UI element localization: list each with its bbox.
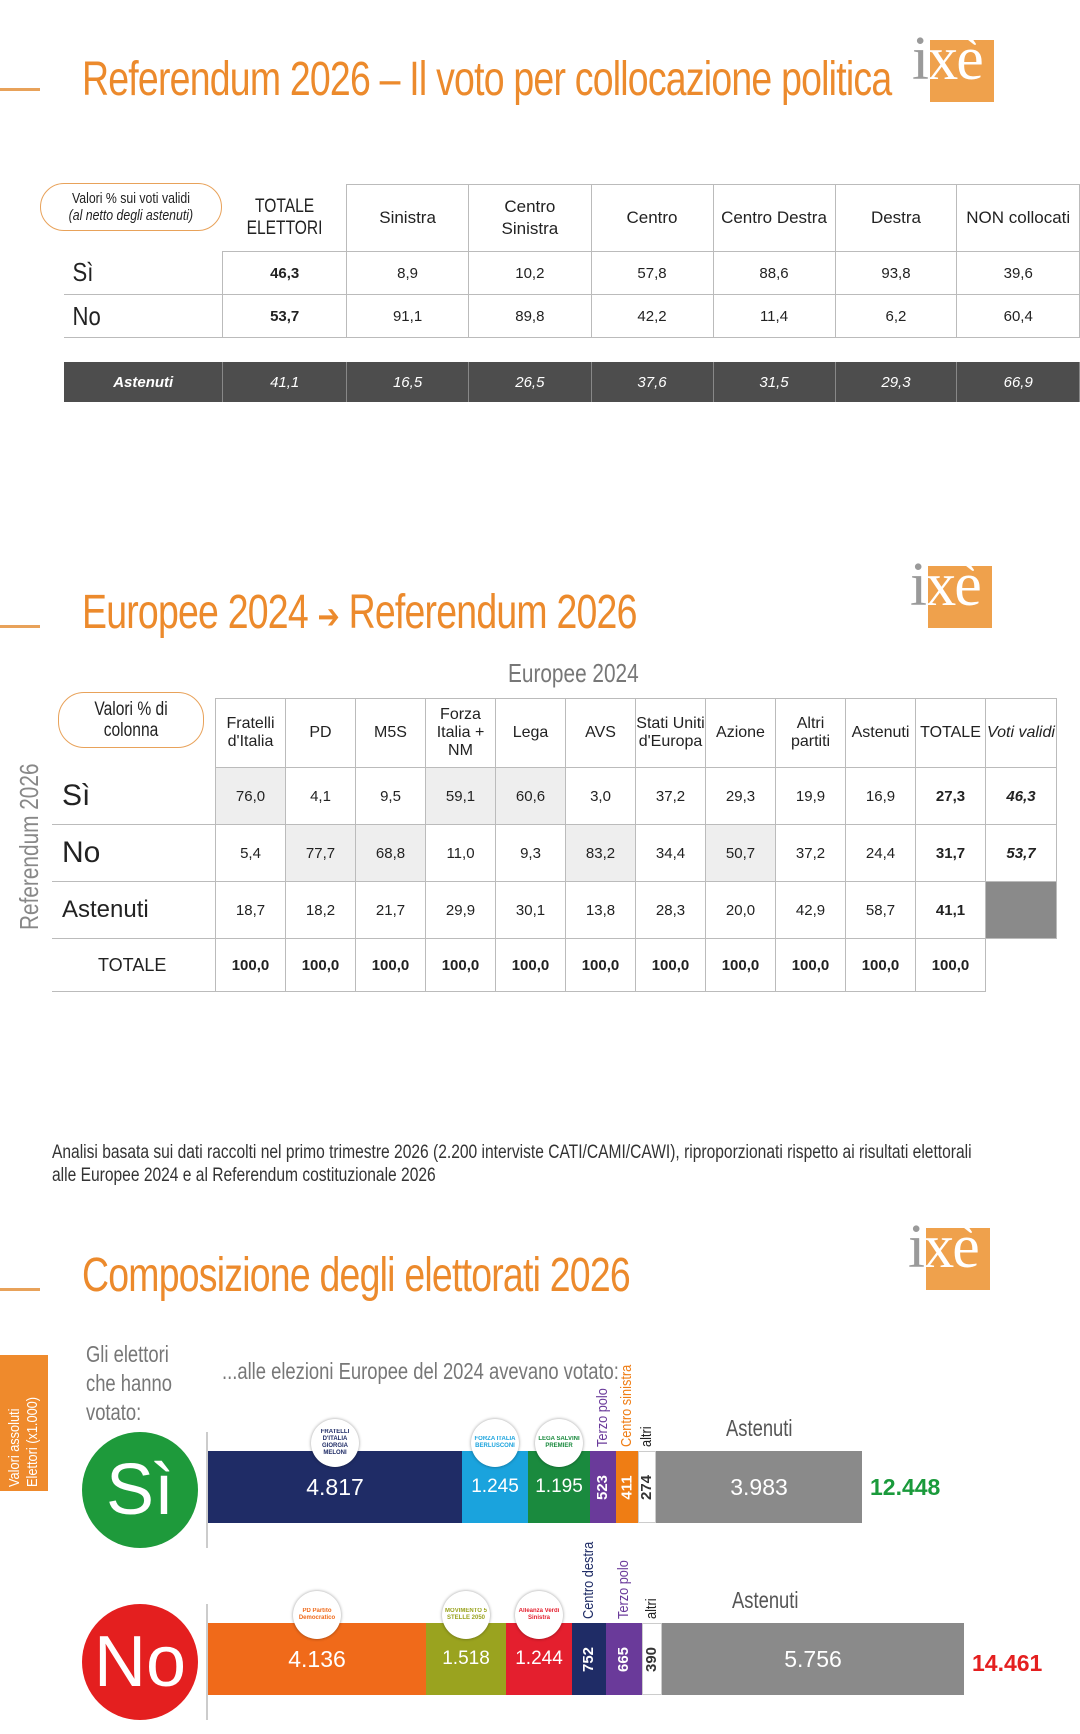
table-cell: 100,0 [356, 939, 426, 992]
segment-value: 411 [618, 1474, 636, 1500]
table-cell: 27,3 [916, 768, 986, 825]
ixe-logo: ixè [912, 34, 994, 102]
segment-value: 3.983 [730, 1473, 788, 1500]
col-header: PD [286, 699, 356, 768]
si-circle: Sì [82, 1432, 198, 1548]
table-cell: 28,3 [636, 882, 706, 939]
table-cell: 57,8 [591, 252, 713, 295]
col-header: Centro Destra [713, 185, 835, 252]
segment-value: 523 [594, 1474, 612, 1500]
arrow-icon: ➔ [317, 598, 339, 636]
voters-header: Gli elettori che hanno votato: [86, 1341, 172, 1425]
segment-label-astenuti: Astenuti [726, 1415, 793, 1441]
table-cell: 16,9 [846, 768, 916, 825]
segment-value: 665 [615, 1646, 633, 1672]
table-cell: 41,1 [916, 882, 986, 939]
col-header: Forza Italia + NM [426, 699, 496, 768]
table-cell: 46,3 [223, 252, 347, 295]
table-cell: 9,5 [356, 768, 426, 825]
table-cell: 46,3 [986, 768, 1057, 825]
table-cell: 59,1 [426, 768, 496, 825]
row-label: Astenuti [64, 362, 223, 402]
table-row [64, 295, 1080, 338]
table-cell: 21,7 [356, 882, 426, 939]
col-header: Altri partiti [776, 699, 846, 768]
col-header: M5S [356, 699, 426, 768]
table-cell [986, 939, 1057, 992]
table-cell: 9,3 [496, 825, 566, 882]
col-header: Fratelli d'Italia [216, 699, 286, 768]
table-cell: 5,4 [216, 825, 286, 882]
no-segment-centro-destra [572, 1623, 606, 1695]
table-cell: 18,2 [286, 882, 356, 939]
table-cell: 50,7 [706, 825, 776, 882]
party-logo-icon [535, 1419, 583, 1467]
table-cell: 53,7 [223, 295, 347, 338]
no-segment-altri [642, 1623, 662, 1695]
no-total: 14.461 [972, 1650, 1043, 1676]
table-cell: 89,8 [469, 295, 591, 338]
segment-value: 1.245 [471, 1476, 519, 1497]
table-cell: 37,2 [776, 825, 846, 882]
table-cell: 37,2 [636, 768, 706, 825]
segment-value: 390 [643, 1646, 661, 1672]
table-cell: 13,8 [566, 882, 636, 939]
si-segment-altri [638, 1451, 656, 1523]
col-header: Destra [835, 185, 957, 252]
party-logo-icon [311, 1419, 359, 1467]
ixe-logo: ixè [908, 1222, 990, 1290]
table-cell: 6,2 [835, 295, 957, 338]
table-cell: 26,5 [469, 362, 591, 402]
row-label: Sì [64, 252, 199, 295]
methodology-note-1: Analisi basata sui dati raccolti nel primo trimestre 2026 (2.200 interviste CATI/CAMI/CAWI), riproporzionati rispetto ai risultati elettorali [52, 1142, 972, 1163]
party-logo-icon [442, 1591, 490, 1639]
table-row [52, 882, 1057, 939]
col-header: NON collocati [957, 185, 1080, 252]
referendum-table [64, 184, 1080, 402]
table-cell: 10,2 [469, 252, 591, 295]
segment-value: 4.817 [306, 1473, 364, 1500]
row-label: Astenuti [52, 882, 216, 939]
table-cell [986, 882, 1057, 939]
accent-line [0, 88, 40, 91]
table-cell: 100,0 [426, 939, 496, 992]
segment-value: 5.756 [784, 1645, 842, 1672]
table-cell: 42,2 [591, 295, 713, 338]
table-cell: 18,7 [216, 882, 286, 939]
table-cell: 20,0 [706, 882, 776, 939]
segment-label: Centro destra [580, 1541, 597, 1619]
side-label-referendum: Referendum 2026 [14, 763, 44, 930]
table-cell: 42,9 [776, 882, 846, 939]
ixe-logo: ixè [910, 560, 992, 628]
row-label: No [64, 295, 199, 338]
table-row [64, 252, 1080, 295]
europee-referendum-table [52, 698, 1057, 992]
col-header: TOTALE ELETTORI [246, 195, 323, 239]
table-cell: 31,7 [916, 825, 986, 882]
table-row [52, 768, 1057, 825]
logo-text: Alleanza Verdi Sinistra [518, 1608, 560, 1621]
si-total: 12.448 [870, 1474, 941, 1500]
table-cell: 29,3 [835, 362, 957, 402]
side-tab-label-1: Valori assoluti [6, 1408, 23, 1487]
segment-value: 1.244 [515, 1648, 563, 1669]
table-cell: 3,0 [566, 768, 636, 825]
party-logo-icon [515, 1591, 563, 1639]
segment-label-astenuti: Astenuti [732, 1587, 799, 1613]
si-segment-terzo-polo [590, 1451, 616, 1523]
logo-text: FRATELLI D'ITALIA GIORGIA MELONI [320, 1429, 350, 1456]
table-cell: 83,2 [566, 825, 636, 882]
table-cell: 100,0 [776, 939, 846, 992]
table-cell: 4,1 [286, 768, 356, 825]
table-cell: 66,9 [957, 362, 1080, 402]
col-header: Centro [591, 185, 713, 252]
table-cell: 100,0 [566, 939, 636, 992]
col-header: Sinistra [346, 185, 468, 252]
table-cell: 100,0 [916, 939, 986, 992]
section2-title [82, 585, 637, 640]
segment-label: Terzo polo [615, 1560, 632, 1619]
section1-title: Referendum 2026 – Il voto per collocazione politica [82, 53, 892, 106]
table-cell: 77,7 [286, 825, 356, 882]
segment-value: 4.136 [288, 1645, 346, 1672]
table-cell: 88,6 [713, 252, 835, 295]
table-row [52, 939, 1057, 992]
segment-label: Centro sinistra [618, 1364, 635, 1447]
table-cell: 8,9 [346, 252, 468, 295]
astenuti-row [64, 362, 1080, 402]
segment-value: 752 [580, 1646, 598, 1672]
table-cell: 60,6 [496, 768, 566, 825]
table-cell: 60,4 [957, 295, 1080, 338]
table-cell: 34,4 [636, 825, 706, 882]
segment-value: 1.195 [535, 1476, 583, 1497]
table-cell: 68,8 [356, 825, 426, 882]
table-cell: 29,3 [706, 768, 776, 825]
no-segment-terzo-polo [606, 1623, 642, 1695]
table-cell: 11,0 [426, 825, 496, 882]
pill-text: Valori % di colonna [94, 699, 168, 741]
si-segment-centro-sinistra [616, 1451, 638, 1523]
pill-line2: (al netto degli astenuti) [68, 207, 194, 224]
table-cell: 19,9 [776, 768, 846, 825]
group-label: Europee 2024 [508, 658, 639, 688]
segment-value: 274 [638, 1474, 656, 1500]
section3-title: Composizione degli elettorati 2026 [82, 1249, 630, 1302]
si-segment-astenuti [656, 1451, 862, 1523]
segment-label: altri [638, 1426, 655, 1447]
segment-label: Terzo polo [594, 1388, 611, 1447]
methodology-note-2: alle Europee 2024 e al Referendum costituzionale 2026 [52, 1165, 436, 1186]
table-cell: 30,1 [496, 882, 566, 939]
accent-line [0, 625, 40, 628]
table-cell: 100,0 [846, 939, 916, 992]
logo-text: MOVIMENTO 5 STELLE 2050 [445, 1608, 487, 1621]
table-cell: 100,0 [216, 939, 286, 992]
no-segment-astenuti [662, 1623, 964, 1695]
table-cell: 53,7 [986, 825, 1057, 882]
col-header: Azione [706, 699, 776, 768]
party-logo-icon [293, 1591, 341, 1639]
table-cell: 41,1 [223, 362, 347, 402]
row-label: TOTALE [52, 939, 216, 992]
col-header: Stati Uniti d'Europa [636, 699, 706, 768]
europee-header: ...alle elezioni Europee del 2024 avevano votato: [222, 1358, 619, 1384]
table-cell: 39,6 [957, 252, 1080, 295]
col-header: Astenuti [846, 699, 916, 768]
segment-label: altri [643, 1598, 660, 1619]
table-cell: 37,6 [591, 362, 713, 402]
table-cell: 100,0 [496, 939, 566, 992]
table-cell: 100,0 [636, 939, 706, 992]
table-cell: 11,4 [713, 295, 835, 338]
title-referendum: Referendum 2026 [348, 586, 637, 639]
logo-text: LEGA SALVINI PREMIER [538, 1436, 580, 1449]
table-cell: 29,9 [426, 882, 496, 939]
segment-value: 1.518 [442, 1648, 490, 1669]
no-circle: No [82, 1604, 198, 1720]
side-tab [0, 1355, 48, 1491]
table-cell: 76,0 [216, 768, 286, 825]
table-row [52, 825, 1057, 882]
col-header: AVS [566, 699, 636, 768]
table-cell: 100,0 [706, 939, 776, 992]
logo-text: PD Partito Democratico [298, 1608, 336, 1621]
table-cell: 24,4 [846, 825, 916, 882]
col-header: TOTALE [916, 699, 986, 768]
party-logo-icon [471, 1419, 519, 1467]
table-cell: 58,7 [846, 882, 916, 939]
logo-text: FORZA ITALIA BERLUSCONI [474, 1436, 516, 1449]
accent-line [0, 1288, 40, 1291]
col-header: Centro Sinistra [469, 185, 591, 252]
pill-line1: Valori % sui voti validi [71, 190, 191, 207]
col-header: Lega [496, 699, 566, 768]
col-header: Voti validi [986, 699, 1057, 768]
table-cell: 16,5 [346, 362, 468, 402]
table-cell: 100,0 [286, 939, 356, 992]
table-cell: 93,8 [835, 252, 957, 295]
table-cell: 91,1 [346, 295, 468, 338]
row-label: Sì [52, 768, 216, 825]
side-tab-label-2: Elettori (x1.000) [24, 1396, 41, 1487]
row-label: No [52, 825, 216, 882]
title-europee: Europee 2024 [82, 586, 308, 639]
table-cell: 31,5 [713, 362, 835, 402]
